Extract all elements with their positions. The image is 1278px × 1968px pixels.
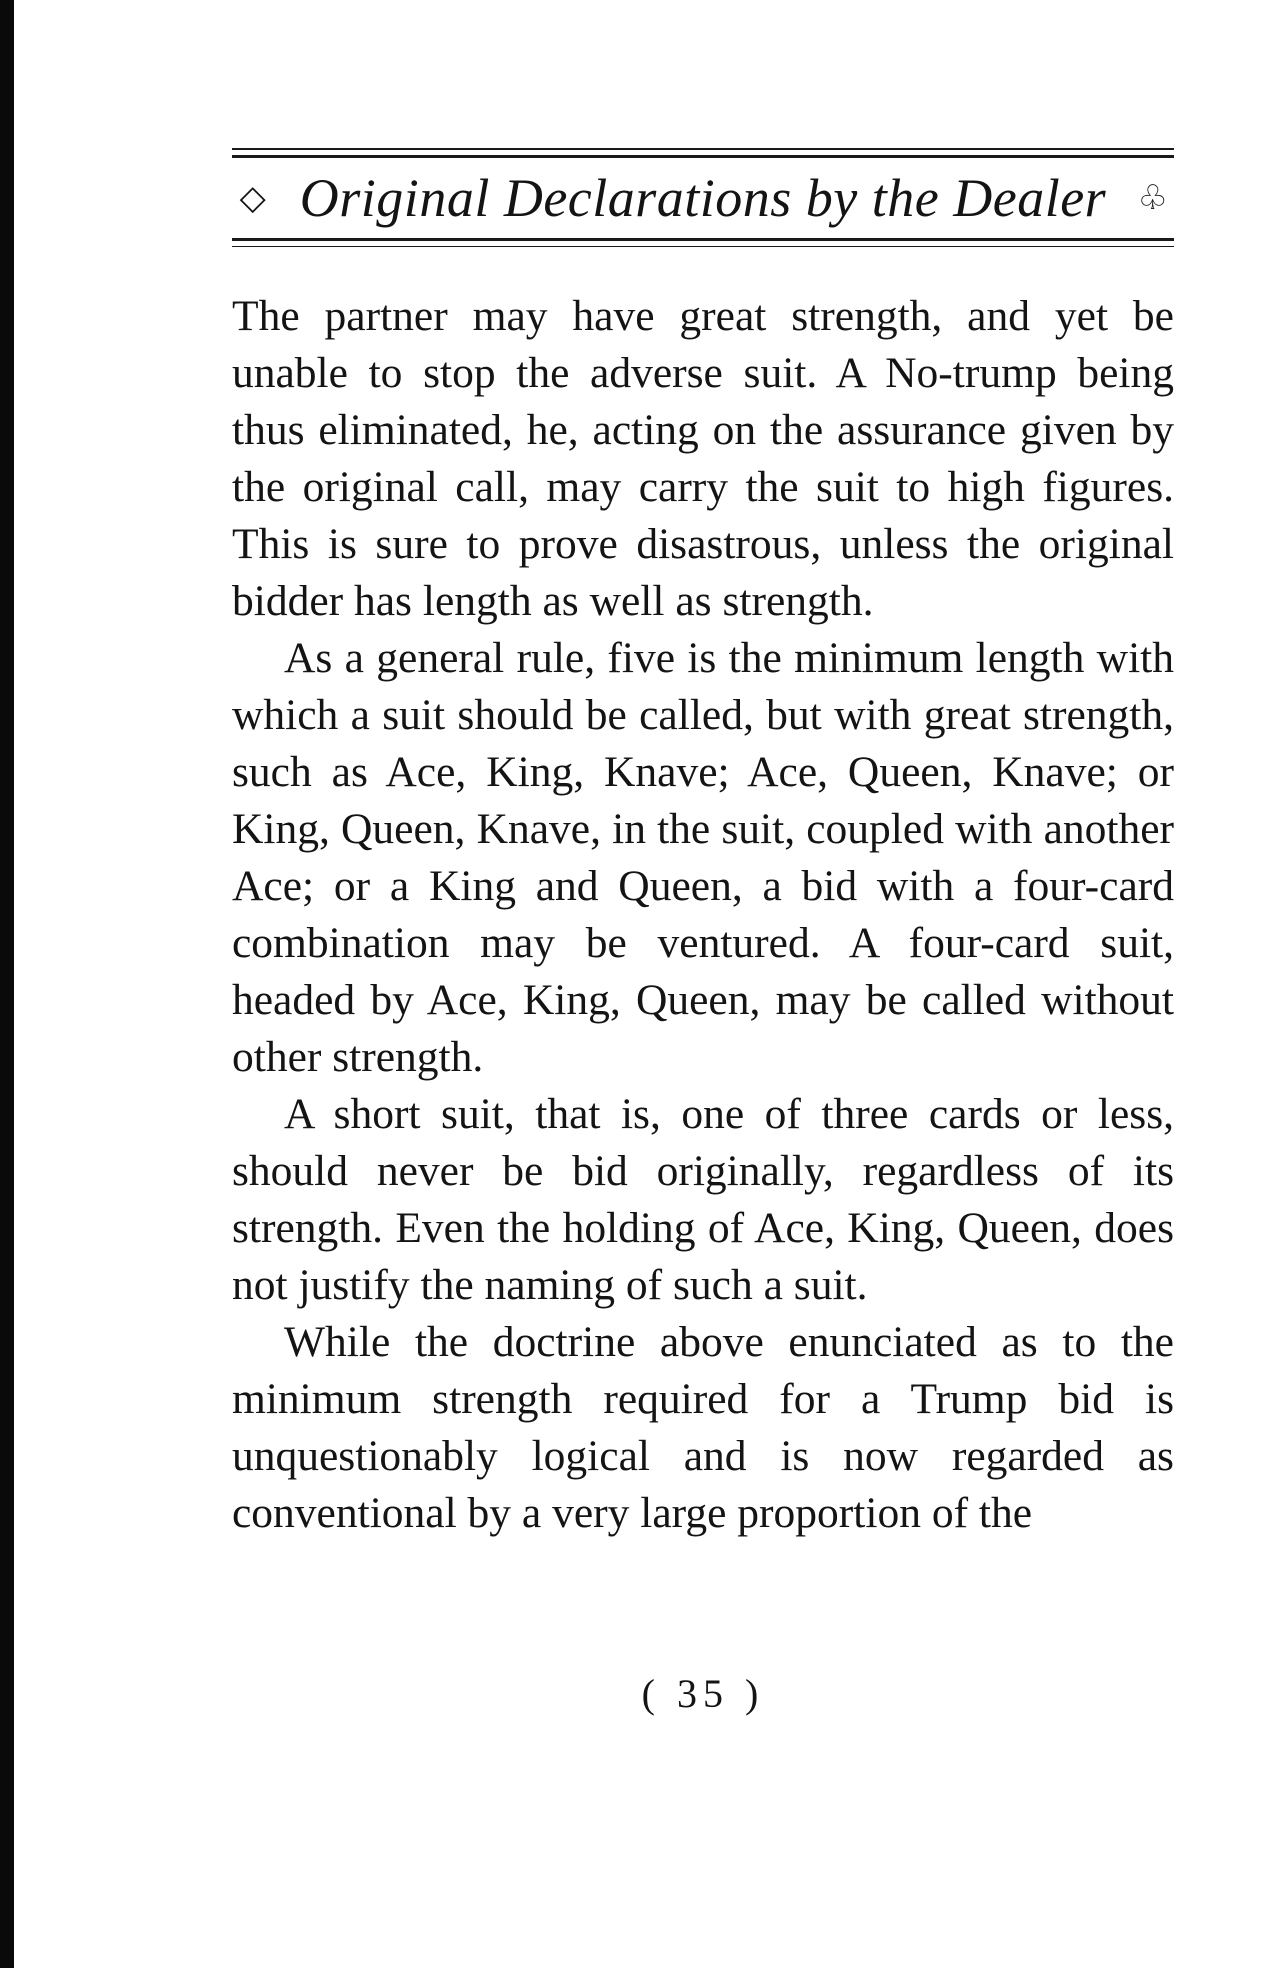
paragraph-1: The partner may have great strength, and yet be unable to stop the adverse suit. A No-trump being thus eliminated, he, acting on the assurance given by the original call, may carry the suit to high figures. This is sure to prove disastrous, unless the original bidder has length as well as strength. — [232, 292, 1174, 625]
header-rule-bottom — [232, 238, 1174, 241]
paragraph-3: A short suit, that is, one of three cards or less, should never be bid originally, regardless of its strength. Even the holding of Ace, King, Queen, does not justify the naming of such a suit. — [232, 1090, 1174, 1309]
page-title: Original Declarations by the Dealer — [299, 168, 1107, 228]
running-head-line — [232, 158, 1174, 238]
club-icon: ♧ — [1137, 180, 1169, 217]
page-number: ( 35 ) — [641, 1671, 765, 1716]
body-text — [232, 288, 1174, 1542]
header-rule-bottom-thin — [232, 246, 1174, 247]
page-edge-shadow — [0, 0, 14, 1968]
paragraph-2: As a general rule, five is the minimum length with which a suit should be called, but with great strength, such as Ace, King, Knave; Ace, Queen, Knave; or King, Queen, Knave, in the suit, coupled with another Ace; or a King and Queen, a bid with a four-card combination may be ventured. A four-card suit, headed by Ace, King, Queen, may be called without other strength. — [232, 634, 1174, 1081]
header-rule-top — [232, 148, 1174, 150]
diamond-icon: ◇ — [239, 180, 267, 217]
running-header — [232, 148, 1174, 247]
paragraph-4: While the doctrine above enunciated as to the minimum strength required for a Trump bid is unquestionably logical and is now regarded as conventional by a very large proportion of the — [232, 1318, 1174, 1537]
